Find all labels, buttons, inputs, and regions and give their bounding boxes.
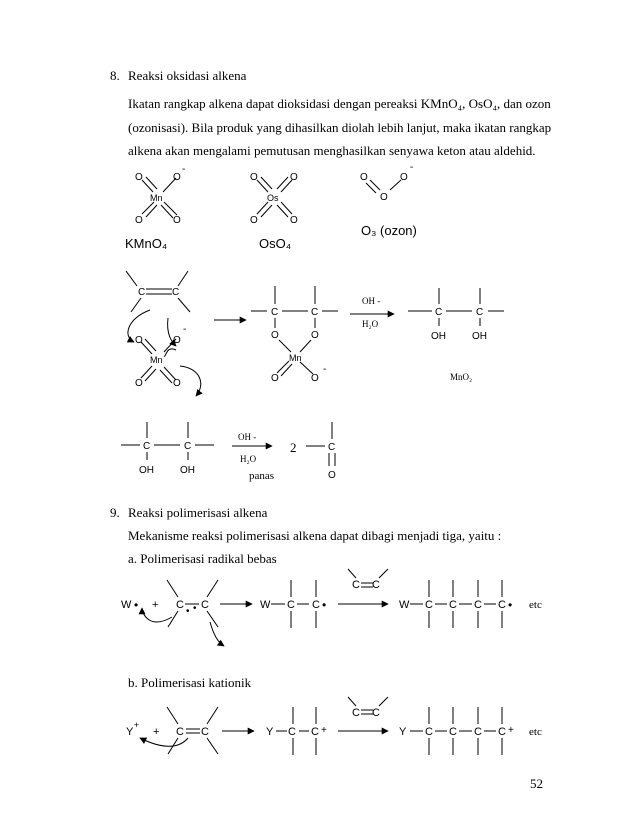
mno4-oxygen-2: O — [173, 335, 181, 346]
radical-add-carbon-1: C — [352, 579, 360, 591]
section-8-paragraph-line-3: alkena akan mengalami pemutusan menghasilkan senyawa keton atau aldehid. — [128, 143, 536, 158]
oso4-label: OsO₄ — [259, 236, 292, 251]
mno4-charge: - — [183, 324, 187, 335]
cationic-prod-carbon-1: C — [425, 726, 433, 738]
section-8-paragraph-line-2: (ozonisasi). Bila produk yang dihasilkan diolah lebih lanjut, maka ikatan rangkap — [128, 120, 552, 135]
ester-carbon-2: C — [311, 307, 319, 318]
diol-reactant — [121, 422, 214, 460]
ester-carbon-1: C — [271, 307, 279, 318]
radical-prod-carbon-3: C — [474, 599, 482, 611]
cleavage-carbon-1: C — [143, 441, 151, 452]
section-8-title: Reaksi oksidasi alkena — [128, 68, 247, 83]
radical-monomer-carbon-1: C — [176, 599, 184, 611]
section-8-paragraph-line-1: Ikatan rangkap alkena dapat dioksidasi dengan pereaksi KMnO₄, OsO₄, dan ozon — [128, 96, 551, 111]
condition-heat: panas — [249, 470, 275, 482]
radical-monomer — [142, 580, 224, 646]
reagent-water-1: H₂O — [362, 319, 379, 329]
ester-charge: - — [323, 364, 327, 375]
cationic-int-y: Y — [266, 726, 274, 738]
ozone-oxygen-1: O — [360, 172, 368, 183]
cationic-initiator-y: Y — [126, 726, 134, 738]
section-8-number: 8. — [110, 68, 120, 83]
cationic-monomer-carbon-2: C — [201, 726, 209, 738]
diol-carbon-1: C — [435, 307, 443, 318]
cationic-add-carbon-2: C — [372, 707, 380, 719]
cleavage-carbon-2: C — [184, 441, 192, 452]
cleavage-hydroxyl-2: OH — [180, 465, 195, 476]
section-9-number: 9. — [110, 505, 120, 520]
section-9-title: Reaksi polimerisasi alkena — [128, 505, 268, 520]
section-9-intro: Mekanisme reaksi polimerisasi alkena dapat dibagi menjadi tiga, yaitu : — [128, 528, 502, 543]
radical-plus: + — [152, 599, 159, 611]
oso4-oxygen-1: O — [250, 172, 258, 183]
cationic-prod-carbon-2: C — [449, 726, 457, 738]
kmno4-oxygen-2: O — [173, 172, 181, 183]
radical-prod-carbon-1: C — [425, 599, 433, 611]
cationic-add-carbon-1: C — [352, 707, 360, 719]
ester-oxygen-3: O — [271, 373, 279, 384]
cationic-int-carbon-2: C — [311, 726, 319, 738]
radical-monomer-dot-2: • — [193, 603, 197, 614]
radical-prod-carbon-4: C — [498, 599, 506, 611]
radical-initiator-w: W — [121, 599, 132, 611]
carbonyl-oxygen: O — [328, 470, 336, 481]
radical-monomer-carbon-2: C — [201, 599, 209, 611]
cationic-int-charge: + — [321, 725, 327, 736]
cationic-initiator-charge: + — [134, 720, 140, 730]
reagent-water-2: H₂O — [240, 454, 257, 464]
cationic-etc: etc — [529, 726, 542, 738]
cationic-intermediate — [276, 707, 316, 755]
radical-monomer-dot-1: • — [186, 606, 190, 617]
kmno4-oxygen-3: O — [135, 215, 143, 226]
mno4-oxygen-1: O — [135, 335, 143, 346]
mno4-oxygen-3: O — [135, 378, 143, 389]
oso4-oxygen-4: O — [290, 215, 298, 226]
reactant-carbon-1: C — [138, 287, 146, 298]
ester-manganese: Mn — [289, 353, 302, 363]
radical-int-carbon-2: C — [312, 599, 320, 611]
carbonyl-carbon: C — [328, 442, 336, 453]
cationic-monomer-carbon-1: C — [176, 726, 184, 738]
subsection-a-title: a. Polimerisasi radikal bebas — [128, 551, 277, 566]
oso4-osmium: Os — [267, 193, 279, 203]
cationic-plus: + — [153, 726, 160, 738]
byproduct-mno2: MnO₂ — [450, 372, 473, 382]
diol-carbon-2: C — [476, 307, 484, 318]
radical-prod-dot: • — [508, 598, 513, 612]
oso4-oxygen-3: O — [250, 215, 258, 226]
cationic-prod-charge: + — [508, 725, 514, 736]
coefficient-2: 2 — [290, 440, 297, 455]
cationic-prod-carbon-3: C — [474, 726, 482, 738]
mno4-manganese: Mn — [150, 355, 163, 365]
subsection-b-title: b. Polimerisasi kationik — [128, 675, 252, 690]
kmno4-label: KMnO₄ — [125, 236, 168, 251]
radical-initiator-dot: • — [134, 598, 139, 612]
kmno4-manganese: Mn — [150, 193, 163, 203]
radical-prod-carbon-2: C — [449, 599, 457, 611]
oso4-oxygen-2: O — [290, 172, 298, 183]
cationic-prod-carbon-4: C — [498, 726, 506, 738]
radical-int-carbon-1: C — [287, 599, 295, 611]
mno4-oxygen-4: O — [173, 378, 181, 389]
ozone-oxygen-3: O — [400, 172, 408, 183]
ester-oxygen-1: O — [271, 330, 279, 341]
page-number: 52 — [530, 776, 543, 791]
reagent-hydroxide-1: OH - — [362, 296, 381, 306]
cationic-int-carbon-1: C — [288, 726, 296, 738]
reactant-carbon-2: C — [172, 287, 180, 298]
kmno4-oxygen-1: O — [135, 172, 143, 183]
diol-product — [408, 288, 504, 326]
ester-oxygen-4: O — [311, 373, 319, 384]
diol-hydroxyl-2: OH — [472, 331, 487, 342]
radical-etc: etc — [529, 599, 542, 611]
kmno4-charge: - — [182, 164, 186, 175]
radical-int-dot: • — [322, 598, 327, 612]
radical-add-carbon-2: C — [372, 579, 380, 591]
radical-prod-w: W — [399, 599, 410, 611]
radical-int-w: W — [260, 599, 271, 611]
kmno4-oxygen-4: O — [173, 215, 181, 226]
diol-hydroxyl-1: OH — [431, 331, 446, 342]
ozone-oxygen-2: O — [380, 192, 388, 203]
cleavage-hydroxyl-1: OH — [139, 465, 154, 476]
cationic-prod-y: Y — [399, 726, 407, 738]
reagent-hydroxide-2: OH - — [238, 432, 257, 442]
ester-oxygen-2: O — [311, 330, 319, 341]
ozone-charge: - — [410, 162, 414, 173]
ozone-label: O₃ (ozon) — [361, 223, 417, 238]
